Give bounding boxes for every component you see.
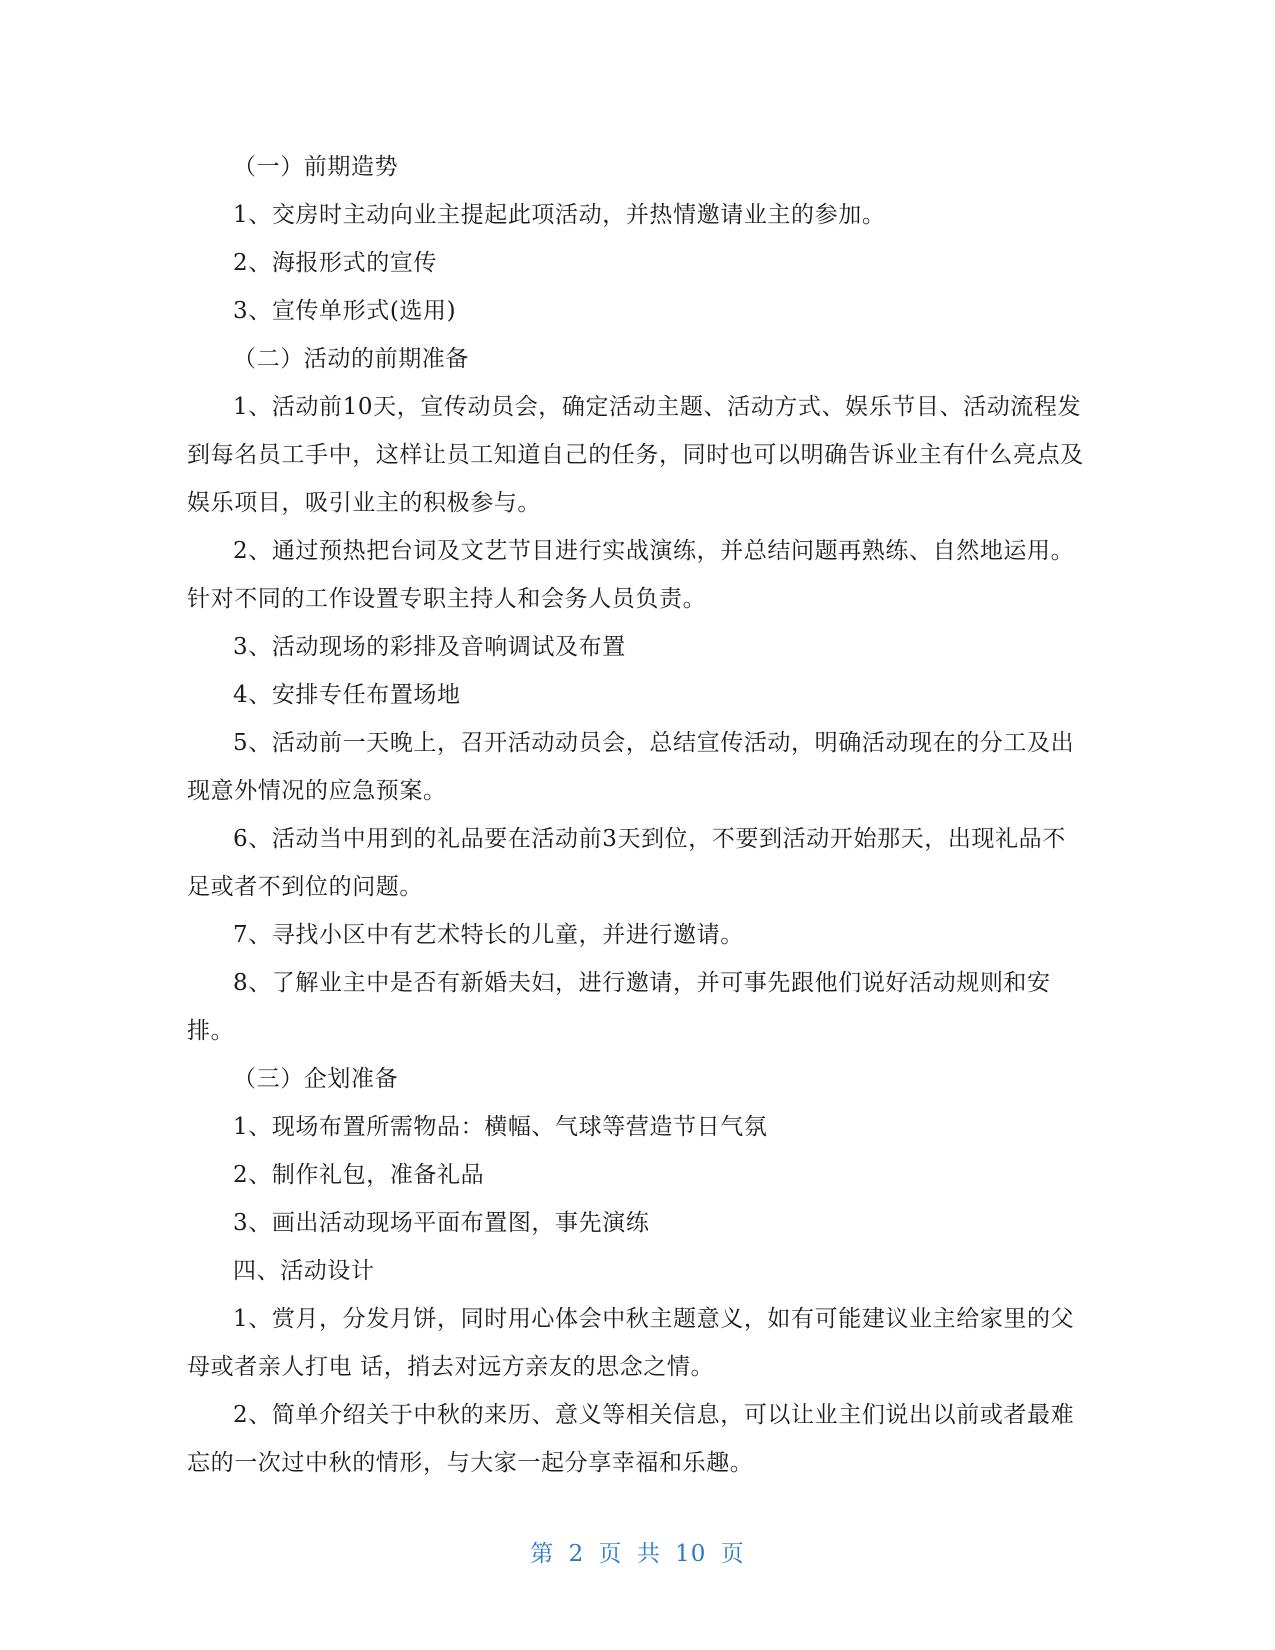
footer-page-word: 页 <box>598 1541 623 1567</box>
paragraph: 2、制作礼包，准备礼品 <box>233 1162 485 1188</box>
paragraph: 3、活动现场的彩排及音响调试及布置 <box>233 634 626 660</box>
footer-total-word: 共 <box>636 1541 661 1567</box>
footer-current-page: 2 <box>568 1541 585 1567</box>
footer-suffix: 页 <box>720 1541 745 1567</box>
paragraph: 7、寻找小区中有艺术特长的儿童，并进行邀请。 <box>233 922 744 948</box>
paragraph: 1、现场布置所需物品：横幅、气球等营造节日气氛 <box>233 1114 768 1140</box>
paragraph: 6、活动当中用到的礼品要在活动前3天到位，不要到活动开始那天，出现礼品不足或者不到位的问题。 <box>187 826 1066 900</box>
paragraph: 3、宣传单形式(选用) <box>233 298 457 324</box>
paragraph: 2、海报形式的宣传 <box>233 250 438 276</box>
paragraph: 5、活动前一天晚上，召开活动动员会，总结宣传活动，明确活动现在的分工及出现意外情况的应急预案。 <box>187 730 1075 804</box>
paragraph: 2、通过预热把台词及文艺节目进行实战演练，并总结问题再熟练、自然地运用。针对不同的工作设置专职主持人和会务人员负责。 <box>187 538 1075 612</box>
footer-prefix: 第 <box>530 1541 555 1567</box>
section-heading-3: （三）企划准备 <box>233 1066 399 1092</box>
section-heading-2: （二）活动的前期准备 <box>233 346 469 372</box>
section-heading-1: （一）前期造势 <box>233 154 399 180</box>
paragraph: 3、画出活动现场平面布置图，事先演练 <box>233 1210 650 1236</box>
paragraph: 1、赏月，分发月饼，同时用心体会中秋主题意义，如有可能建议业主给家里的父母或者亲人打电 话，捎去对远方亲友的思念之情。 <box>187 1306 1075 1380</box>
page-footer <box>0 1535 1275 1568</box>
paragraph: 8、了解业主中是否有新婚夫妇，进行邀请，并可事先跟他们说好活动规则和安排。 <box>187 970 1051 1044</box>
paragraph: 1、交房时主动向业主提起此项活动，并热情邀请业主的参加。 <box>233 202 886 228</box>
footer-total-pages: 10 <box>675 1541 707 1567</box>
section-heading-4: 四、活动设计 <box>233 1258 375 1284</box>
paragraph: 4、安排专任布置场地 <box>233 682 461 708</box>
paragraph: 2、简单介绍关于中秋的来历、意义等相关信息，可以让业主们说出以前或者最难忘的一次过中秋的情形，与大家一起分享幸福和乐趣。 <box>187 1402 1075 1476</box>
document-body <box>187 143 1087 1487</box>
paragraph: 1、活动前10天，宣传动员会，确定活动主题、活动方式、娱乐节目、活动流程发到每名员工手中，这样让员工知道自己的任务，同时也可以明确告诉业主有什么亮点及娱乐项目，吸引业主的积极参与。 <box>187 394 1084 516</box>
